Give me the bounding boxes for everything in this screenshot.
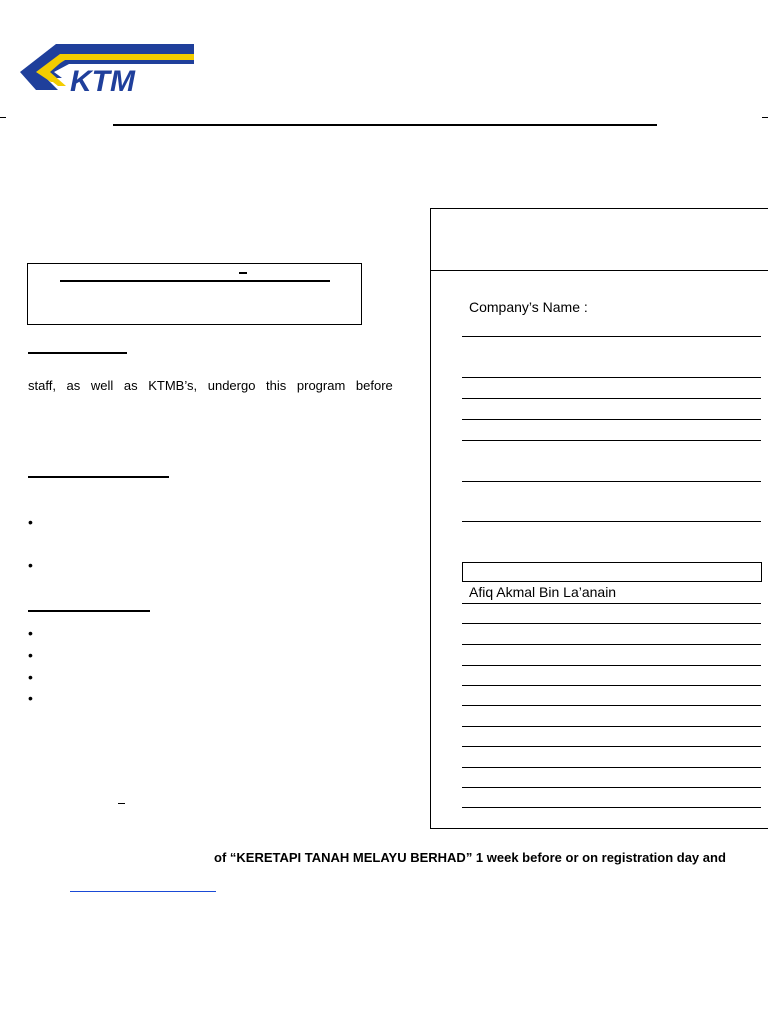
form-line[interactable]	[462, 644, 761, 645]
participant-name: Afiq Akmal Bin La’anain	[469, 584, 617, 600]
form-line[interactable]	[462, 603, 761, 604]
bullet-4: •	[28, 647, 33, 663]
bullet-6: •	[28, 690, 33, 706]
bullet-3: •	[28, 625, 33, 641]
form-input-box[interactable]	[462, 562, 762, 582]
form-line[interactable]	[462, 685, 761, 686]
left-header-box	[27, 263, 362, 325]
form-line[interactable]	[462, 377, 761, 378]
bullet-1: •	[28, 514, 33, 530]
form-line[interactable]	[462, 623, 761, 624]
form-panel-header-rule	[431, 270, 768, 271]
form-line[interactable]	[462, 419, 761, 420]
box-dash	[239, 272, 247, 274]
section-heading-underline-1	[28, 352, 127, 354]
form-line[interactable]	[462, 521, 761, 522]
form-line[interactable]	[462, 746, 761, 747]
section-heading-underline-3	[28, 610, 150, 612]
bullet-5: •	[28, 669, 33, 685]
logo-text: KTM	[70, 65, 135, 94]
bullet-2: •	[28, 557, 33, 573]
section-heading-underline-2	[28, 476, 169, 478]
company-name-label: Company’s Name :	[469, 299, 588, 315]
form-line[interactable]	[462, 807, 761, 808]
form-line[interactable]	[462, 481, 761, 482]
form-line[interactable]	[462, 665, 761, 666]
intro-text: staff, as well as KTMB’s, undergo this program before	[28, 378, 393, 393]
form-line[interactable]	[462, 336, 761, 337]
margin-tick-left	[0, 117, 6, 118]
payment-note: of “KERETAPI TANAH MELAYU BERHAD” 1 week before or on registration day and	[214, 850, 726, 865]
email-link-underline[interactable]	[70, 891, 216, 892]
margin-tick-right	[762, 117, 768, 118]
form-line[interactable]	[462, 398, 761, 399]
ktm-logo	[18, 42, 196, 94]
form-line[interactable]	[462, 440, 761, 441]
form-line[interactable]	[462, 787, 761, 788]
title-rule	[113, 124, 657, 126]
small-dash	[118, 803, 125, 804]
box-title-rule	[60, 280, 330, 282]
form-line[interactable]	[462, 726, 761, 727]
form-line[interactable]	[462, 767, 761, 768]
form-line[interactable]	[462, 705, 761, 706]
